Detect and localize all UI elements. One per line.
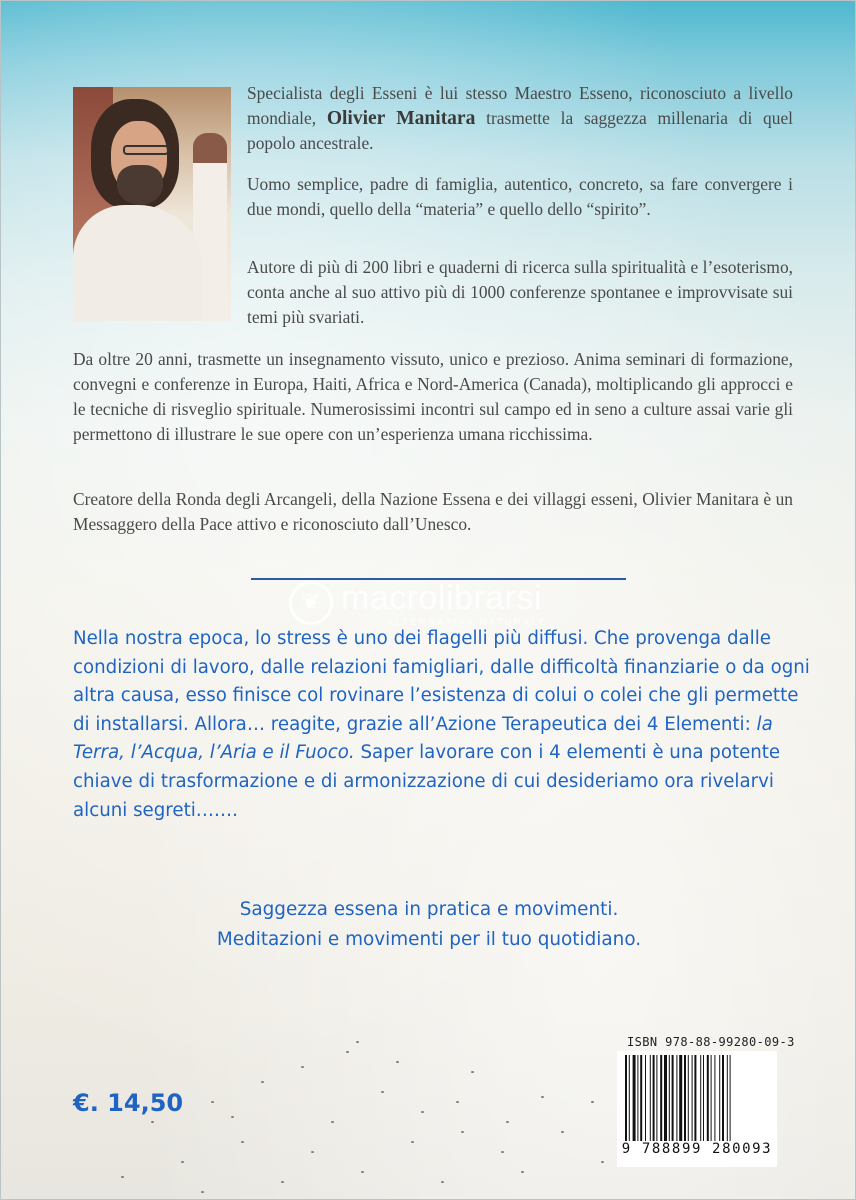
tagline-line-1: Saggezza essena in pratica e movimenti.: [239, 899, 619, 920]
blurb-tail: Saper lavorare con i 4 elementi è una potente chiave di trasformazione e di armonizzazione di cui desideriamo ora rivelarvi alcuni segreti…….: [73, 742, 781, 821]
sand-speck: [506, 1121, 509, 1123]
author-bio-paragraph-3: Autore di più di 200 libri e quaderni di ricerca sulla spiritualità e l’esoterismo, conta anche al suo attivo più di 1000 conferenze spontanee e improvvisate sui temi più svariati.: [247, 257, 793, 327]
barcode-bar: [625, 1055, 627, 1141]
barcode-bar: [640, 1055, 642, 1141]
blurb-elements: la Terra, l’Acqua, l’Aria e il Fuoco.: [73, 713, 773, 764]
sand-speck: [201, 1191, 204, 1193]
barcode-bar: [672, 1055, 674, 1141]
sand-speck: [121, 1176, 124, 1178]
sand-speck: [301, 1066, 304, 1068]
barcode-bar: [694, 1055, 696, 1141]
author-bio-paragraph-4: Da oltre 20 anni, trasmette un insegnamento vissuto, unico e prezioso. Anima seminari di formazione, convegni e conferenze in Europa, Haiti, Africa e Nord-America (Canada), moltiplicando gli approcci e le tecniche di risveglio spirituale. Numerosissimi incontri sul campo ed in seno a culture assai varie gli permettono di illustrare le sue opere con un’esperienza umana ricchissima.: [73, 349, 793, 444]
sand-speck: [346, 1051, 349, 1053]
barcode-bar: [707, 1055, 709, 1141]
sand-speck: [331, 1121, 334, 1123]
price-label: €. 14,50: [73, 1089, 184, 1117]
watermark-logo: [289, 575, 609, 631]
sand-speck: [396, 1061, 399, 1063]
watermark-word: macrolibrarsi: [341, 579, 543, 617]
sand-speck: [411, 1141, 414, 1143]
sand-speck: [211, 1101, 214, 1103]
barcode-bar: [629, 1055, 630, 1141]
barcode-bar: [664, 1055, 667, 1141]
bio-text: Specialista degli Esseni è lui stesso Maestro Esseno, riconosciuto a livello mondiale,: [247, 83, 793, 128]
barcode-bar: [722, 1055, 724, 1141]
barcode-bar: [637, 1055, 638, 1141]
barcode-bar: [730, 1055, 731, 1141]
sand-speck: [261, 1081, 264, 1083]
isbn-label: ISBN 978-88-99280-09-3: [627, 1035, 795, 1049]
author-bio-paragraph-1: [247, 81, 793, 156]
tagline-line-2: Meditazioni e movimenti per il tuo quotidiano.: [216, 929, 642, 950]
book-blurb: [73, 625, 813, 825]
barcode-bar: [688, 1055, 689, 1141]
barcode-bar: [719, 1055, 720, 1141]
leaf-icon: ❦: [301, 589, 321, 614]
sand-speck: [441, 1181, 444, 1183]
sand-speck: [461, 1131, 464, 1133]
barcode-bar: [679, 1055, 682, 1141]
barcode-bar: [669, 1055, 670, 1141]
sand-speck: [231, 1116, 234, 1118]
sand-speck: [591, 1101, 594, 1103]
barcode-bar: [660, 1055, 662, 1141]
sand-speck: [561, 1131, 564, 1133]
author-bio-paragraph-2: Uomo semplice, padre di famiglia, autentico, concreto, sa fare convergere i due mondi, quello della “materia” e quello dello “spirito”.: [247, 174, 793, 219]
barcode-bar: [633, 1055, 636, 1141]
sand-speck: [541, 1096, 544, 1098]
sand-speck: [421, 1111, 424, 1113]
blurb-lead: Nella nostra epoca, lo stress è uno dei flagelli più diffusi. Che provenga dalle condizioni di lavoro, dalle relazioni famigliari, dalle difficoltà finanziarie o da ogni altra causa, esso finisce col rovinare l’esistenza di colui o colei che gli permette di installarsi. Allora… reagite, grazie all’Azione Terapeutica dei 4 Elementi:: [73, 628, 810, 735]
sand-speck: [601, 1161, 604, 1163]
sand-speck: [151, 1121, 154, 1123]
barcode-bar: [684, 1055, 686, 1141]
sand-speck: [241, 1141, 244, 1143]
sand-speck: [361, 1171, 364, 1173]
barcode-bar: [653, 1055, 655, 1141]
sand-speck: [471, 1071, 474, 1073]
watermark-tagline: ALTERNATIVA NATURALE: [387, 617, 548, 627]
barcode-bar: [714, 1055, 715, 1141]
sand-speck: [356, 1041, 359, 1043]
sand-speck: [281, 1181, 284, 1183]
barcode-bar: [727, 1055, 728, 1141]
barcode-bar: [703, 1055, 704, 1141]
author-bio-paragraph-5: Creatore della Ronda degli Arcangeli, della Nazione Essena e dei villaggi esseni, Olivier Manitara è un Messaggero della Pace attivo e riconosciuto dall’Unesco.: [73, 489, 793, 534]
barcode-bar: [692, 1055, 693, 1141]
sand-speck: [381, 1091, 384, 1093]
barcode-bar: [645, 1055, 646, 1141]
barcode-bar: [711, 1055, 712, 1141]
barcode-digits: 9 788899 280093: [617, 1141, 777, 1157]
author-photo: [73, 87, 231, 321]
author-name: Olivier Manitara: [326, 108, 476, 129]
sand-speck: [456, 1101, 459, 1103]
barcode-bar: [650, 1055, 651, 1141]
barcode-bar: [676, 1055, 677, 1141]
sand-speck: [181, 1161, 184, 1163]
barcode-bar: [656, 1055, 657, 1141]
barcode-bar: [700, 1055, 701, 1141]
sand-speck: [521, 1171, 524, 1173]
bio-text: trasmette la saggezza millenaria di quel popolo ancestrale.: [247, 108, 793, 153]
sand-speck: [311, 1151, 314, 1153]
sand-speck: [501, 1151, 504, 1153]
